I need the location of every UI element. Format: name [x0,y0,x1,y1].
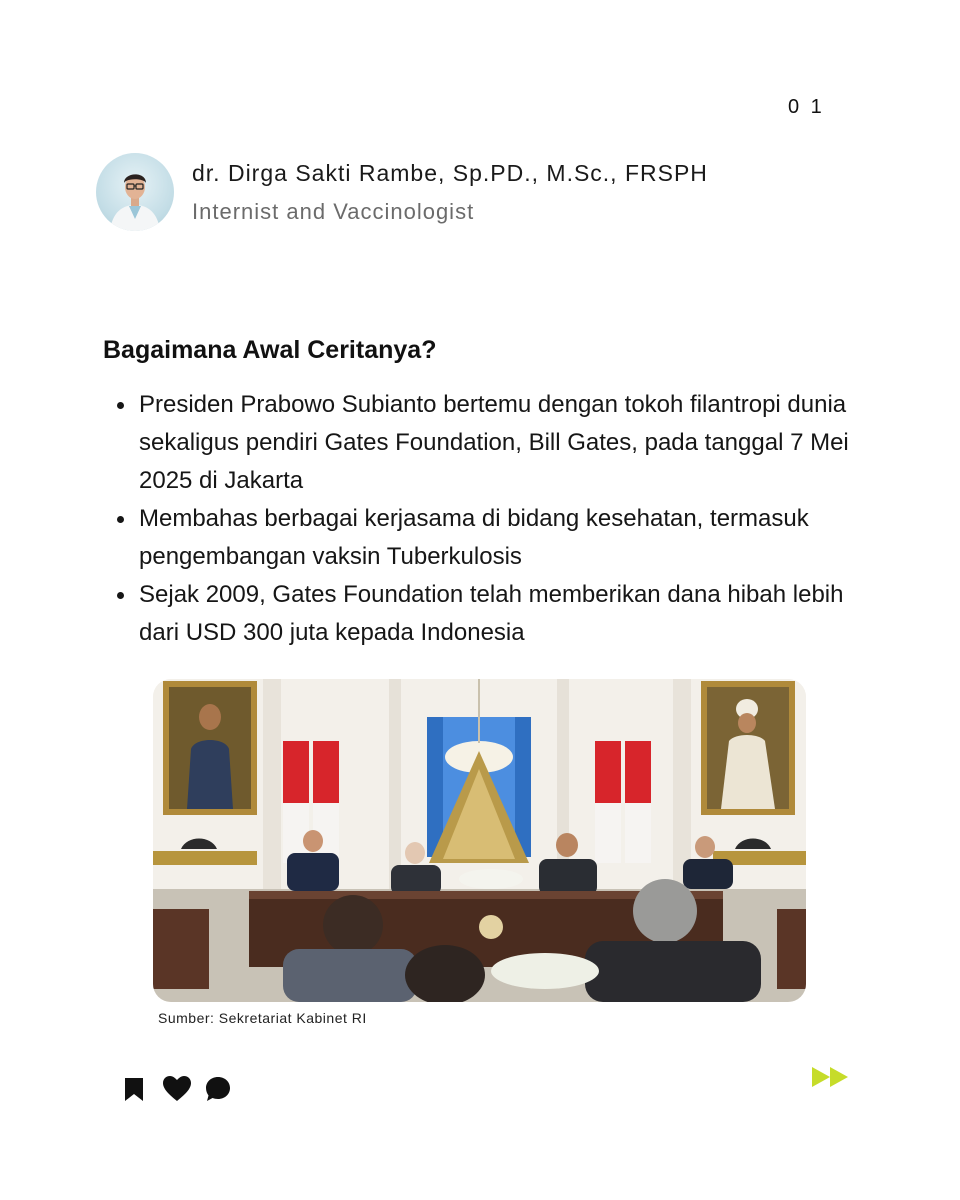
avatar [96,153,174,231]
comment-icon[interactable] [204,1075,232,1103]
section-title: Bagaimana Awal Ceritanya? [103,336,437,364]
heart-icon[interactable] [162,1075,190,1103]
list-item: Membahas berbagai kerjasama di bidang kesehatan, termasuk pengembangan vaksin Tuberkulosis [103,500,873,576]
author-role: Internist and Vaccinologist [192,198,475,224]
author-header [96,153,708,231]
list-item: Presiden Prabowo Subianto bertemu dengan tokoh filantropi dunia sekaligus pendiri Gates Foundation, Bill Gates, pada tanggal 7 Mei 2025 di Jakarta [103,386,873,500]
meeting-photo [153,679,806,1002]
list-item: Sejak 2009, Gates Foundation telah memberikan dana hibah lebih dari USD 300 juta kepada Indonesia [103,576,873,652]
page-number: 0 1 [788,96,825,118]
author-name: dr. Dirga Sakti Rambe, Sp.PD., M.Sc., FRSPH [192,159,708,186]
bookmark-icon[interactable] [120,1075,148,1103]
fast-forward-icon[interactable] [812,1064,850,1090]
photo-caption: Sumber: Sekretariat Kabinet RI [158,1010,367,1026]
action-bar [120,1075,232,1103]
bullet-list [103,386,873,652]
